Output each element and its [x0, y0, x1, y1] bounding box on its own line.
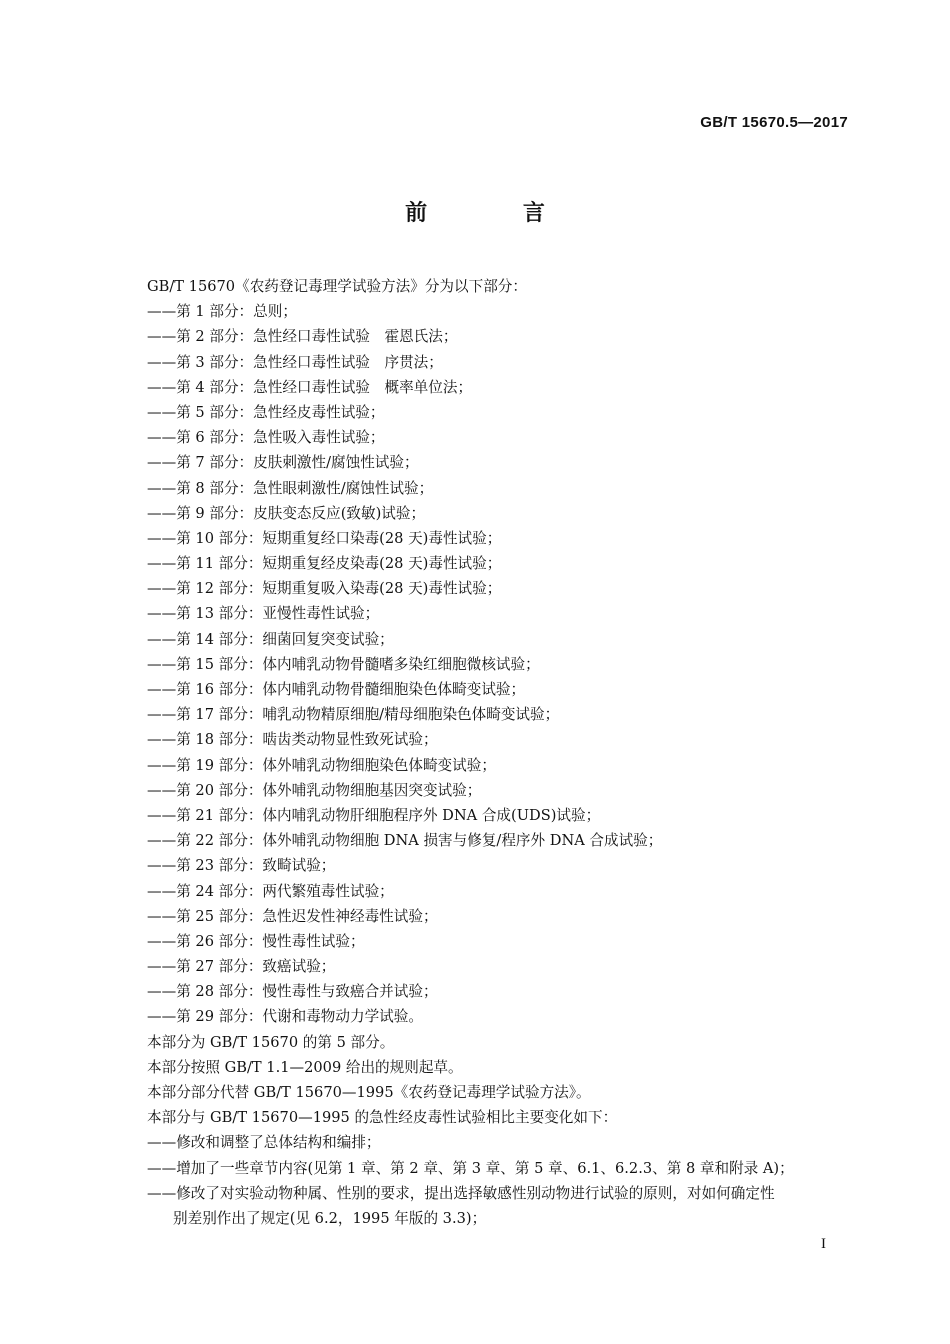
standard-number: GB/T 15670.5—2017 — [700, 114, 848, 131]
list-item: ——第 17 部分：哺乳动物精原细胞/精母细胞染色体畸变试验； — [147, 706, 560, 724]
list-item: ——第 1 部分：总则； — [147, 303, 297, 321]
page-number: I — [821, 1236, 826, 1252]
list-item: ——第 25 部分：急性迟发性神经毒性试验； — [147, 907, 438, 925]
list-item-continuation: 别差别作出了规定(见 6.2，1995 年版的 3.3)； — [173, 1209, 487, 1227]
list-item: ——第 16 部分：体内哺乳动物骨髓细胞染色体畸变试验； — [147, 681, 526, 698]
list-item: ——第 12 部分：短期重复吸入染毒(28 天)毒性试验； — [147, 580, 502, 598]
list-item: ——第 29 部分：代谢和毒物动力学试验。 — [147, 1008, 423, 1026]
list-item: ——第 9 部分：皮肤变态反应(致敏)试验； — [147, 504, 426, 522]
list-item: ——第 7 部分：皮肤刺激性/腐蚀性试验； — [147, 454, 419, 472]
list-item: ——增加了一些章节内容(见第 1 章、第 2 章、第 3 章、第 5 章、6.1、6.2.3、第 8 章和附录 A)； — [147, 1159, 794, 1177]
changes-list — [147, 1130, 857, 1231]
list-item: ——第 18 部分：啮齿类动物显性致死试验； — [147, 731, 438, 749]
list-item: ——第 15 部分：体内哺乳动物骨髓嗜多染红细胞微核试验； — [147, 655, 540, 673]
list-item: ——第 28 部分：慢性毒性与致癌合并试验； — [147, 983, 438, 1001]
statement-paragraph: 本部分与 GB/T 15670—1995 的急性经皮毒性试验相比主要变化如下： — [147, 1109, 618, 1127]
list-item: ——第 22 部分：体外哺乳动物细胞 DNA 损害与修复/程序外 DNA 合成试验； — [147, 832, 663, 850]
list-item: ——第 20 部分：体外哺乳动物细胞基因突变试验； — [147, 781, 482, 799]
list-item: ——第 13 部分：亚慢性毒性试验； — [147, 605, 380, 623]
statement-paragraph: 本部分按照 GB/T 1.1—2009 给出的规则起草。 — [147, 1058, 463, 1076]
list-item: ——第 4 部分：急性经口毒性试验 概率单位法； — [147, 378, 473, 396]
list-item: ——第 21 部分：体内哺乳动物肝细胞程序外 DNA 合成(UDS)试验； — [147, 806, 601, 824]
list-item: ——第 3 部分：急性经口毒性试验 序贯法； — [147, 353, 443, 371]
list-item: ——第 5 部分：急性经皮毒性试验； — [147, 403, 385, 421]
list-item: ——第 14 部分：细菌回复突变试验； — [147, 630, 394, 648]
list-item: ——第 23 部分：致畸试验； — [147, 857, 336, 875]
list-item: ——第 8 部分：急性眼刺激性/腐蚀性试验； — [147, 479, 434, 497]
list-item: ——第 27 部分：致癌试验； — [147, 958, 336, 976]
page-title: 前 言 — [405, 201, 589, 226]
list-item: ——第 10 部分：短期重复经口染毒(28 天)毒性试验； — [147, 529, 502, 547]
foreword-body — [147, 274, 857, 1231]
list-item: ——第 24 部分：两代繁殖毒性试验； — [147, 882, 394, 900]
statement-paragraph: 本部分为 GB/T 15670 的第 5 部分。 — [147, 1033, 395, 1051]
statement-paragraph: 本部分部分代替 GB/T 15670—1995《农药登记毒理学试验方法》。 — [147, 1084, 591, 1101]
list-item: ——第 11 部分：短期重复经皮染毒(28 天)毒性试验； — [147, 555, 502, 573]
list-item: ——第 19 部分：体外哺乳动物细胞染色体畸变试验； — [147, 756, 496, 774]
list-item: ——修改和调整了总体结构和编排； — [147, 1134, 381, 1152]
intro-paragraph: GB/T 15670《农药登记毒理学试验方法》分为以下部分： — [147, 278, 527, 295]
list-item: ——第 26 部分：慢性毒性试验； — [147, 932, 365, 950]
list-item: ——修改了对实验动物种属、性别的要求，提出选择敏感性别动物进行试验的原则，对如何确定性 — [147, 1184, 775, 1202]
list-item: ——第 2 部分：急性经口毒性试验 霍恩氏法； — [147, 328, 458, 346]
list-item: ——第 6 部分：急性吸入毒性试验； — [147, 429, 385, 447]
parts-list — [147, 299, 857, 1029]
